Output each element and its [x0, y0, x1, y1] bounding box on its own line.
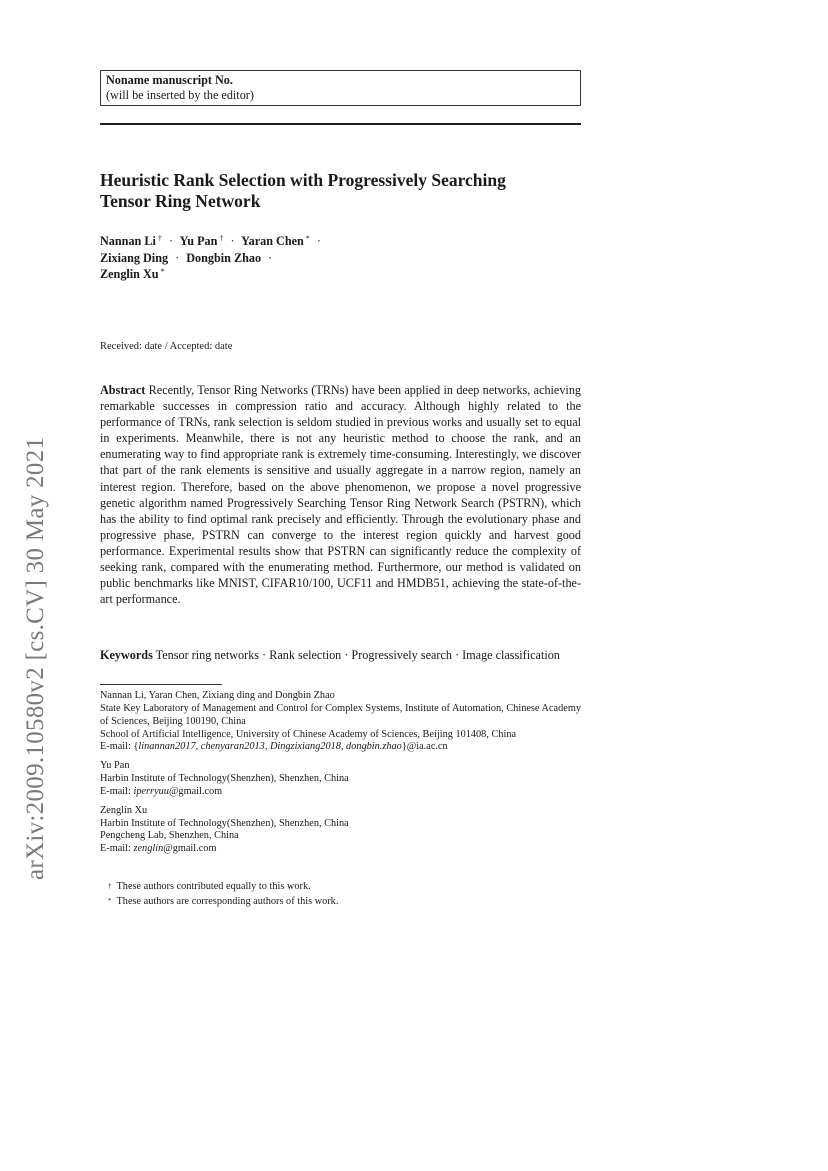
email-domain: @gmail.com	[168, 785, 223, 797]
author-name: Zenglin Xu	[100, 267, 159, 281]
footnote-mark: †	[108, 882, 112, 890]
affiliation-group-2	[100, 760, 581, 799]
affiliations	[100, 690, 581, 862]
affiliation-institution: Harbin Institute of Technology(Shenzhen), Shenzhen, China	[100, 773, 349, 785]
header-rule	[100, 123, 581, 125]
author-separator: ·	[168, 234, 173, 248]
affiliation-names: Nannan Li, Yaran Chen, Zixiang ding and Dongbin Zhao	[100, 690, 335, 701]
affiliation-names: Yu Pan	[100, 760, 130, 772]
affiliation-group-3	[100, 805, 581, 856]
author-mark: †	[219, 234, 224, 243]
author-separator: ·	[268, 250, 273, 265]
footnote-text: These authors are corresponding authors of this work.	[116, 895, 339, 907]
author-mark: *	[160, 267, 165, 276]
affiliation-institution: School of Artificial Intelligence, University of Chinese Academy of Sciences, Beijing 101408, China	[100, 728, 517, 740]
abstract	[100, 382, 581, 607]
author-name: Nannan Li	[100, 234, 156, 248]
affiliation-names: Zenglin Xu	[100, 804, 148, 816]
footnote-mark: *	[108, 896, 112, 905]
email-domain: @gmail.com	[163, 843, 217, 855]
footnote-text: These authors contributed equally to this work.	[116, 881, 311, 892]
keywords-label: Keywords	[100, 648, 153, 662]
title-line-1: Heuristic Rank Selection with Progressively Searching	[100, 170, 506, 190]
author-line-2	[100, 250, 581, 267]
affiliation-email	[100, 843, 581, 856]
author-name: Dongbin Zhao	[186, 250, 262, 265]
author-name: Yu Pan	[179, 234, 218, 248]
author-list	[100, 233, 581, 283]
editor-note: (will be inserted by the editor)	[106, 88, 254, 102]
email-user: iperryuu	[133, 785, 169, 797]
author-name: Zixiang Ding	[100, 250, 169, 265]
abstract-text: Recently, Tensor Ring Networks (TRNs) have been applied in deep networks, achieving remarkable successes in compression ratio and accuracy. Although highly related to the performance of TRNs, rank selection is seldom studied in previous works and usually set to equal in experiments. Meanwhile, there is not any heuristic method to choose the rank, and an enumerating way to find appropriate rank is extremely time-consuming. Interestingly, we discover that part of the rank elements is sensitive and usually aggregate in a narrow region, namely an interest region. Therefore, based on the above phenomenon, we propose a novel progressive genetic algorithm named Progressively Searching Tensor Ring Network Search (PSTRN), which has the ability to find optimal rank precisely and efficiently. Through the evolutionary phase and progressive phase, PSTRN can converge to the interest region quickly and harvest good performance. Experimental results show that PSTRN can significantly reduce the complexity of seeking rank, compared with the enumerating method. Furthermore, our method is validated on public benchmarks like MNIST, CIFAR10/100, UCF11 and HMDB51, achieving the state-of-the-art performance.	[100, 383, 582, 607]
affiliation-email	[100, 786, 581, 799]
email-prefix: E-mail:	[100, 785, 134, 797]
footnote-corresponding	[108, 895, 581, 910]
footnote-equal-contribution	[108, 880, 581, 895]
arxiv-stamp: arXiv:2009.10580v2 [cs.CV] 30 May 2021	[22, 436, 49, 880]
abstract-label: Abstract	[100, 383, 146, 397]
affiliation-institution: State Key Laboratory of Management and Control for Complex Systems, Institute of Automation, Chinese Academy of Sciences, Beijing 100190, China	[100, 702, 581, 727]
affiliation-group-1	[100, 690, 581, 754]
author-line-3	[100, 266, 581, 283]
affiliation-institution: Pengcheng Lab, Shenzhen, China	[100, 830, 239, 842]
keywords-text: Tensor ring networks · Rank selection · Progressively search · Image classification	[155, 648, 560, 662]
title-line-2: Tensor Ring Network	[100, 191, 261, 211]
editor-header-box	[100, 70, 581, 106]
affiliation-email	[100, 741, 581, 754]
author-name: Yaran Chen	[241, 234, 304, 248]
author-mark: *	[305, 234, 310, 243]
affiliation-institution: Harbin Institute of Technology(Shenzhen), Shenzhen, China	[100, 817, 349, 829]
author-mark: †	[157, 234, 162, 243]
keywords	[100, 647, 581, 663]
email-prefix: E-mail:	[100, 843, 134, 855]
footnote-rule	[100, 684, 222, 685]
paper-title	[100, 170, 600, 212]
email-prefix: E-mail: {	[100, 741, 139, 753]
received-date: Received: date / Accepted: date	[100, 341, 233, 352]
author-separator: ·	[316, 234, 321, 248]
email-domain: }@ia.ac.cn	[401, 741, 448, 753]
author-separator: ·	[230, 234, 235, 248]
manuscript-number: Noname manuscript No.	[106, 73, 233, 87]
footnotes	[108, 880, 581, 909]
author-separator: ·	[175, 250, 180, 265]
email-user: zenglin	[133, 843, 164, 855]
email-users: linannan2017, chenyaran2013, Dingzixiang2018, dongbin.zhao	[138, 741, 402, 753]
author-line-1	[100, 233, 581, 250]
